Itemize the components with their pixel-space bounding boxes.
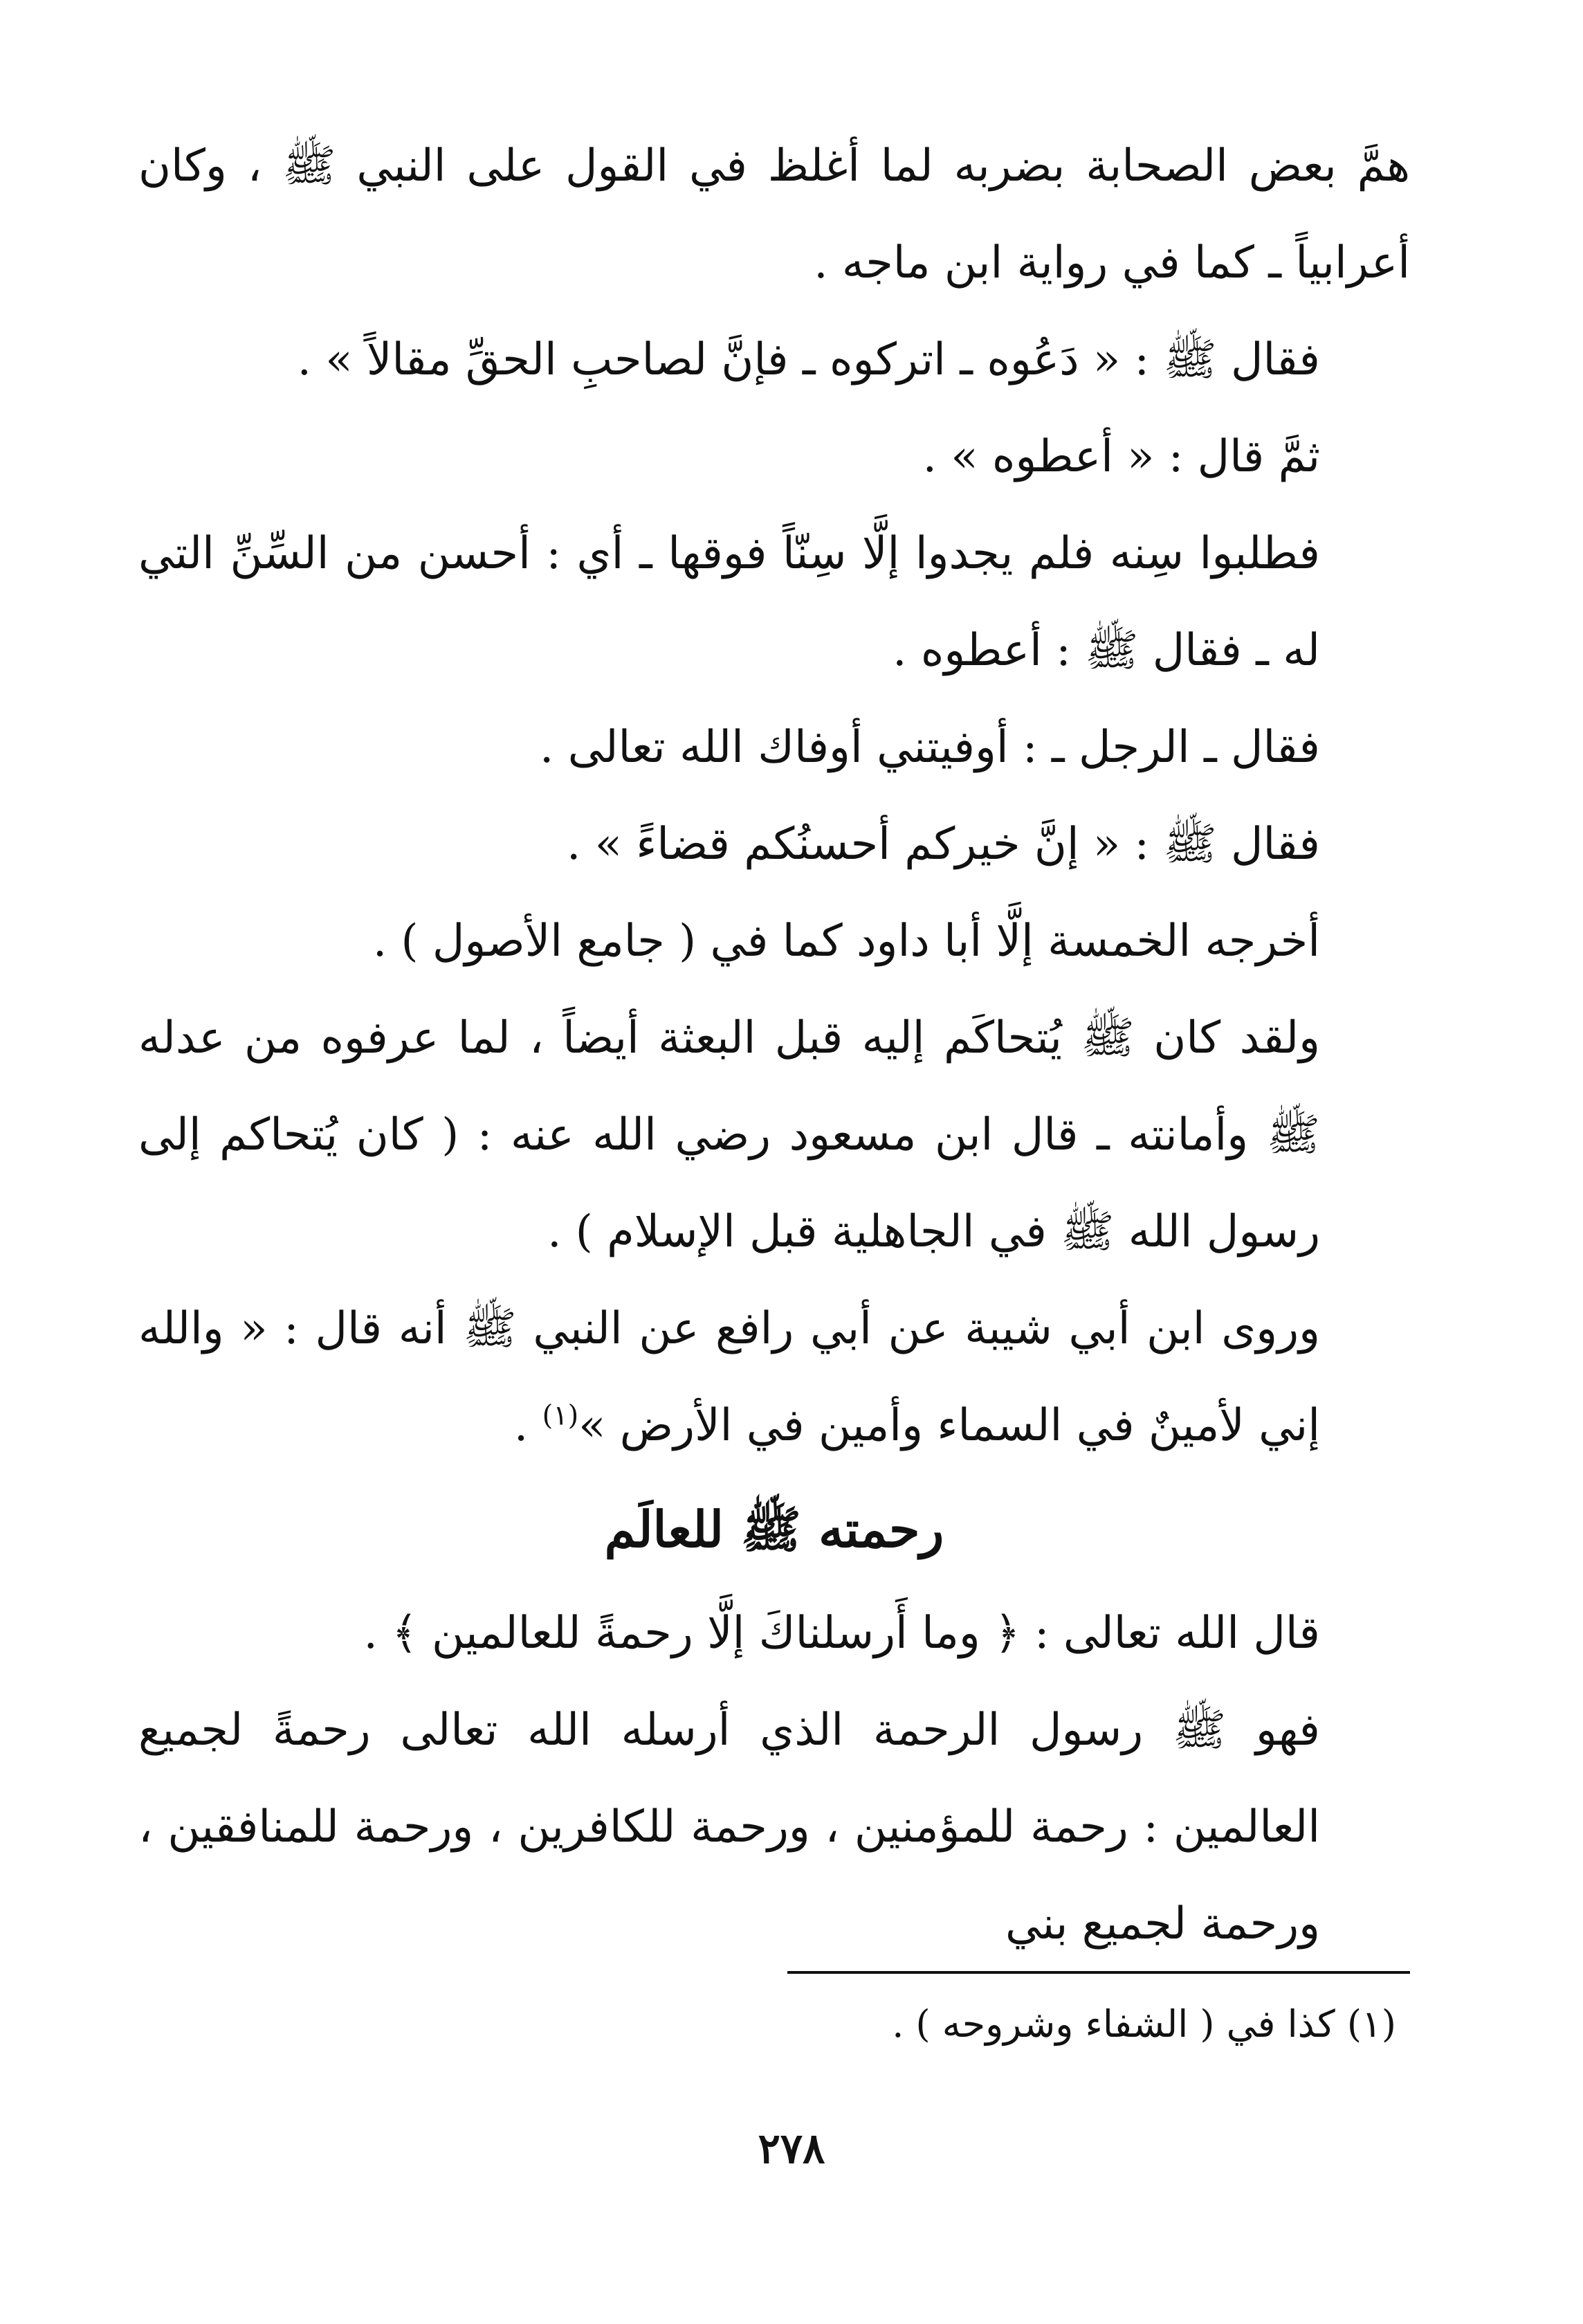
paragraph-5: فقال ـ الرجل ـ : أوفيتني أوفاك الله تعالى . (540, 722, 1320, 773)
footnote-divider (787, 1971, 1410, 1974)
paragraph-10: قال الله تعالى : ﴿ وما أَرسلناكَ إلَّا رحمةً للعالمين ﴾ . (363, 1608, 1320, 1659)
paragraph-4: فطلبوا سِنه فلم يجدوا إلَّا سِنّاً فوقها ـ أي : أحسن من السِّنِّ التي له ـ فقال ﷺ : أعطوه . (138, 528, 1320, 676)
paragraph-1: همَّ بعض الصحابة بضربه لما أغلظ في القول على النبي ﷺ ، وكان أعرابياً ـ كما في رواية ابن ماجه . (138, 140, 1410, 289)
main-text (138, 118, 1410, 1972)
page-number: ٢٧٨ (758, 2125, 825, 2173)
footnote-ref: (١) (542, 1399, 579, 1432)
paragraph-6: فقال ﷺ : « إنَّ خيركم أحسنُكم قضاءً » . (567, 819, 1320, 870)
paragraph-7: أخرجه الخمسة إلَّا أبا داود كما في ( جامع الأصول ) . (372, 916, 1320, 967)
paragraph-9-text: وروى ابن أبي شيبة عن أبي رافع عن النبي ﷺ أنه قال : « والله إني لأمينٌ في السماء وأمين في الأرض » (138, 1303, 1321, 1451)
paragraph-2: فقال ﷺ : « دَعُوه ـ اتركوه ـ فإنَّ لصاحبِ الحقِّ مقالاً » . (297, 334, 1320, 385)
paragraph-9-end: . (513, 1400, 542, 1451)
paragraph-11: فهو ﷺ رسول الرحمة الذي أرسله الله تعالى رحمةً لجميع العالمين : رحمة للمؤمنين ، ورحمة للكافرين ، ورحمة للمنافقين ، ورحمة لجميع بني (138, 1705, 1321, 1950)
paragraph-9 (138, 1280, 1410, 1474)
paragraph-3: ثمَّ قال : « أعطوه » . (922, 431, 1320, 482)
paragraph-8: ولقد كان ﷺ يُتحاكَم إليه قبل البعثة أيضاً ، لما عرفوه من عدله ﷺ وأمانته ـ قال ابن مسعود رضي الله عنه : ( كان يُتحاكم إلى رسول الله ﷺ في الجاهلية قبل الإسلام ) . (138, 1013, 1320, 1258)
footnote: (١) كذا في ( الشفاء وشروحه ) . (892, 2002, 1396, 2046)
section-heading: رحمته ﷺ للعالَم (604, 1500, 944, 1559)
